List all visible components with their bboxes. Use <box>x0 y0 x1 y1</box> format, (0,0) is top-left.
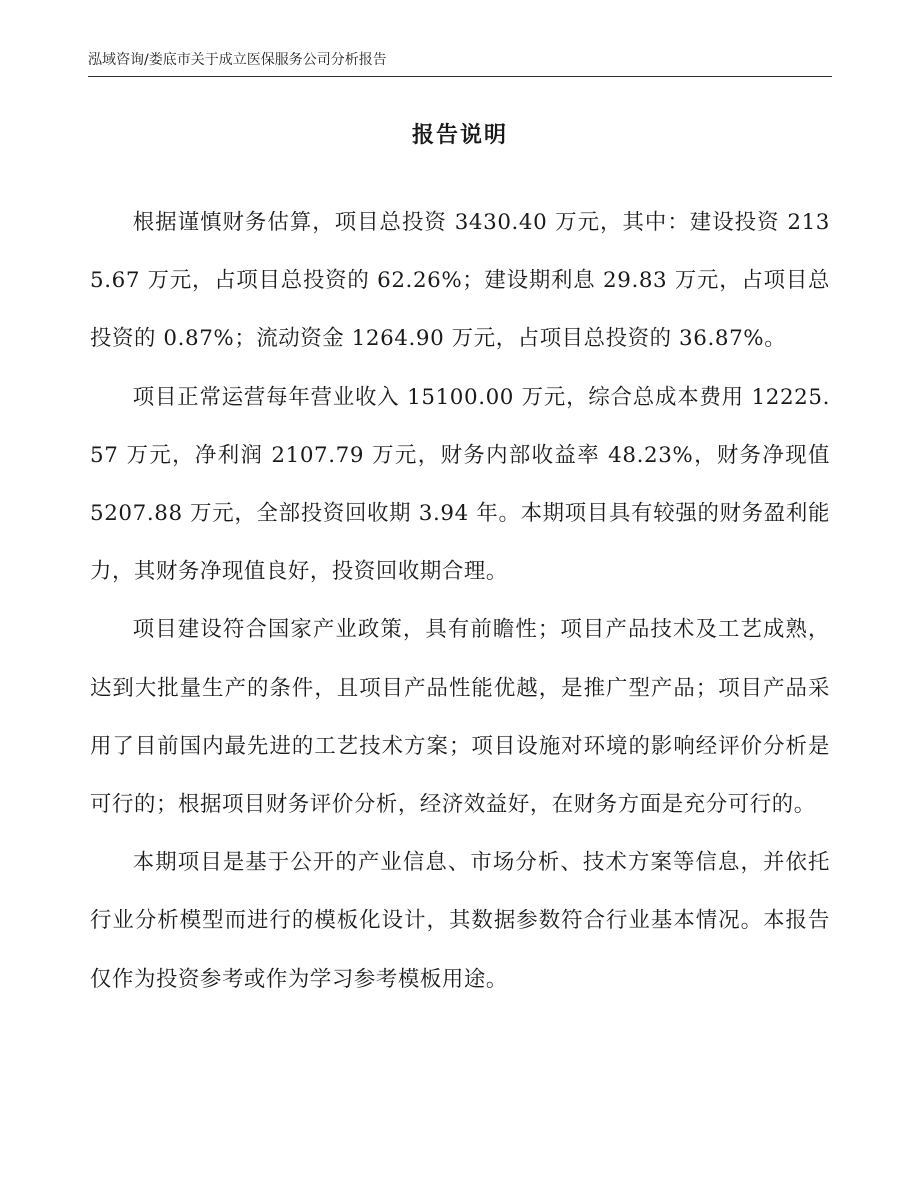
document-body <box>90 194 830 1009</box>
paragraph-disclaimer: 本期项目是基于公开的产业信息、市场分析、技术方案等信息，并依托行业分析模型而进行的模板化设计，其数据参数符合行业基本情况。本报告仅作为投资参考或作为学习参考模板用途。 <box>90 850 830 992</box>
paragraph-investment: 根据谨慎财务估算，项目总投资 3430.40 万元，其中：建设投资 2135.67 万元，占项目总投资的 62.26%；建设期利息 29.83 万元，占项目总投资的 0.87%；流动资金 1264.90 万元，占项目总投资的 36.87%。 <box>90 210 830 352</box>
running-header: 泓域咨询/娄底市关于成立医保服务公司分析报告 <box>88 50 832 77</box>
document-title: 报告说明 <box>411 123 508 148</box>
paragraph-feasibility: 项目建设符合国家产业政策，具有前瞻性；项目产品技术及工艺成熟，达到大批量生产的条件，且项目产品性能优越，是推广型产品；项目产品采用了目前国内最先进的工艺技术方案；项目设施对环境的影响经评价分析是可行的；根据项目财务评价分析，经济效益好，在财务方面是充分可行的。 <box>90 617 830 818</box>
paragraph-revenue: 项目正常运营每年营业收入 15100.00 万元，综合总成本费用 12225.57 万元，净利润 2107.79 万元，财务内部收益率 48.23%，财务净现值 5207.88 万元，全部投资回收期 3.94 年。本期项目具有较强的财务盈利能力，其财务净现值良好，投资回收期合理。 <box>90 384 830 585</box>
